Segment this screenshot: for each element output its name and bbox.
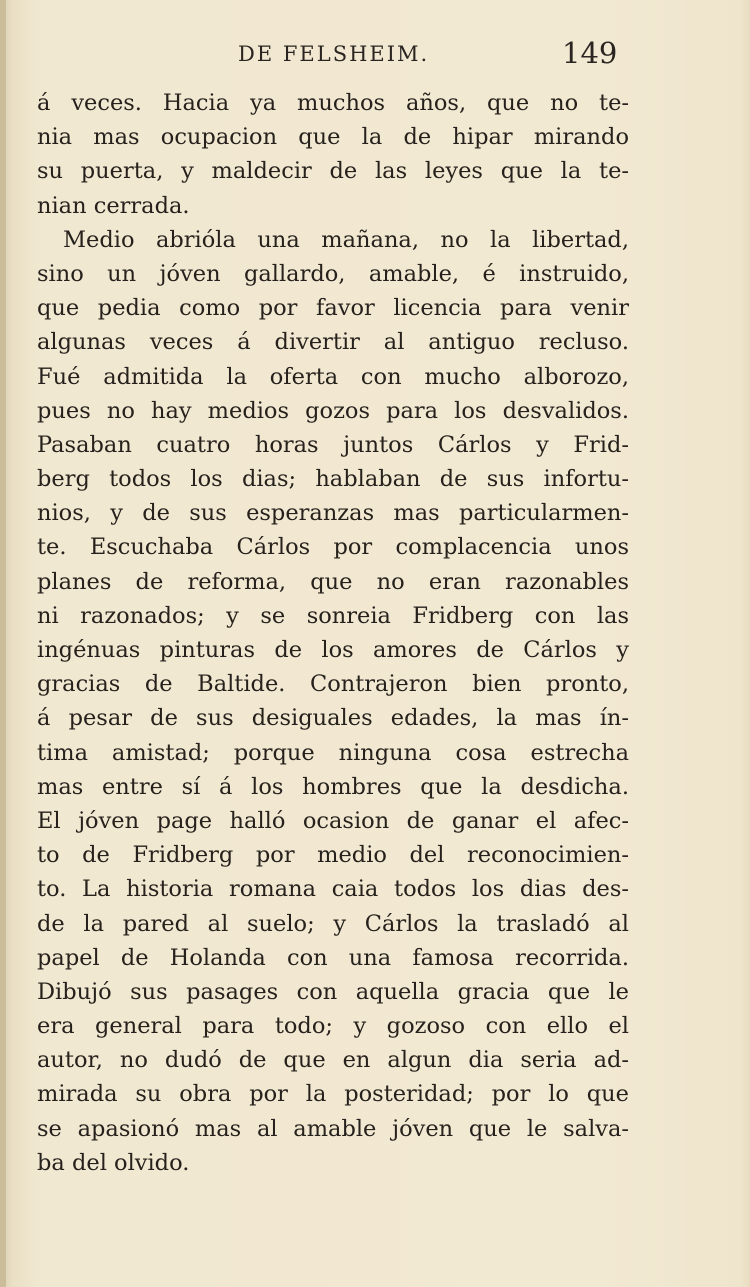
- text-line: Dibujó sus pasages con aquella gracia que le: [37, 978, 629, 1005]
- body-text: [37, 86, 629, 1180]
- page-edge: [0, 0, 6, 1287]
- text-line: El jóven page halló ocasion de ganar el afec-: [37, 807, 629, 834]
- text-line: to. La historia romana caia todos los dias des-: [37, 876, 629, 903]
- text-line: ni razonados; y se sonreia Fridberg con las: [37, 602, 629, 629]
- text-line: de la pared al suelo; y Cárlos la trasladó al: [37, 910, 629, 937]
- text-line: que pedia como por favor licencia para venir: [37, 295, 629, 322]
- text-line: su puerta, y maldecir de las leyes que la te-: [37, 158, 629, 185]
- text-line: planes de reforma, que no eran razonables: [37, 568, 629, 595]
- text-line: Medio abrióla una mañana, no la libertad,: [63, 226, 629, 253]
- text-line: era general para todo; y gozoso con ello el: [37, 1013, 629, 1040]
- text-line: tima amistad; porque ninguna cosa estrecha: [37, 739, 629, 766]
- text-line: nia mas ocupacion que la de hipar mirando: [37, 124, 629, 151]
- text-line: te. Escuchaba Cárlos por complacencia unos: [37, 534, 629, 561]
- text-line: nios, y de sus esperanzas mas particularmen-: [37, 500, 629, 527]
- text-line: Fué admitida la oferta con mucho alborozo,: [37, 363, 629, 390]
- text-line: gracias de Baltide. Contrajeron bien pronto,: [37, 671, 629, 698]
- text-line: se apasionó mas al amable jóven que le salva-: [37, 1115, 629, 1142]
- text-line: ba del olvido.: [37, 1149, 190, 1176]
- text-line: autor, no dudó de que en algun dia seria ad-: [37, 1047, 629, 1074]
- text-line: papel de Holanda con una famosa recorrida.: [37, 944, 629, 971]
- text-line: á pesar de sus desiguales edades, la mas ín-: [37, 705, 629, 732]
- text-line: ingénuas pinturas de los amores de Cárlos y: [37, 637, 629, 663]
- text-line: to de Fridberg por medio del reconocimien-: [37, 842, 629, 869]
- running-title: DE FELSHEIM.: [238, 42, 430, 66]
- text-line: mirada su obra por la posteridad; por lo que: [37, 1081, 629, 1108]
- text-line: Pasaban cuatro horas juntos Cárlos y Frid-: [37, 431, 629, 458]
- text-line: sino un jóven gallardo, amable, é instruido,: [37, 260, 629, 287]
- page-number: 149: [562, 36, 618, 70]
- text-line: berg todos los dias; hablaban de sus infortu-: [37, 466, 629, 493]
- text-line: algunas veces á divertir al antiguo recluso.: [37, 329, 629, 356]
- text-line: mas entre sí á los hombres que la desdicha.: [37, 773, 629, 800]
- text-line: nian cerrada.: [37, 192, 190, 219]
- text-line: á veces. Hacia ya muchos años, que no te-: [37, 90, 629, 116]
- text-line: pues no hay medios gozos para los desvalidos.: [37, 397, 629, 424]
